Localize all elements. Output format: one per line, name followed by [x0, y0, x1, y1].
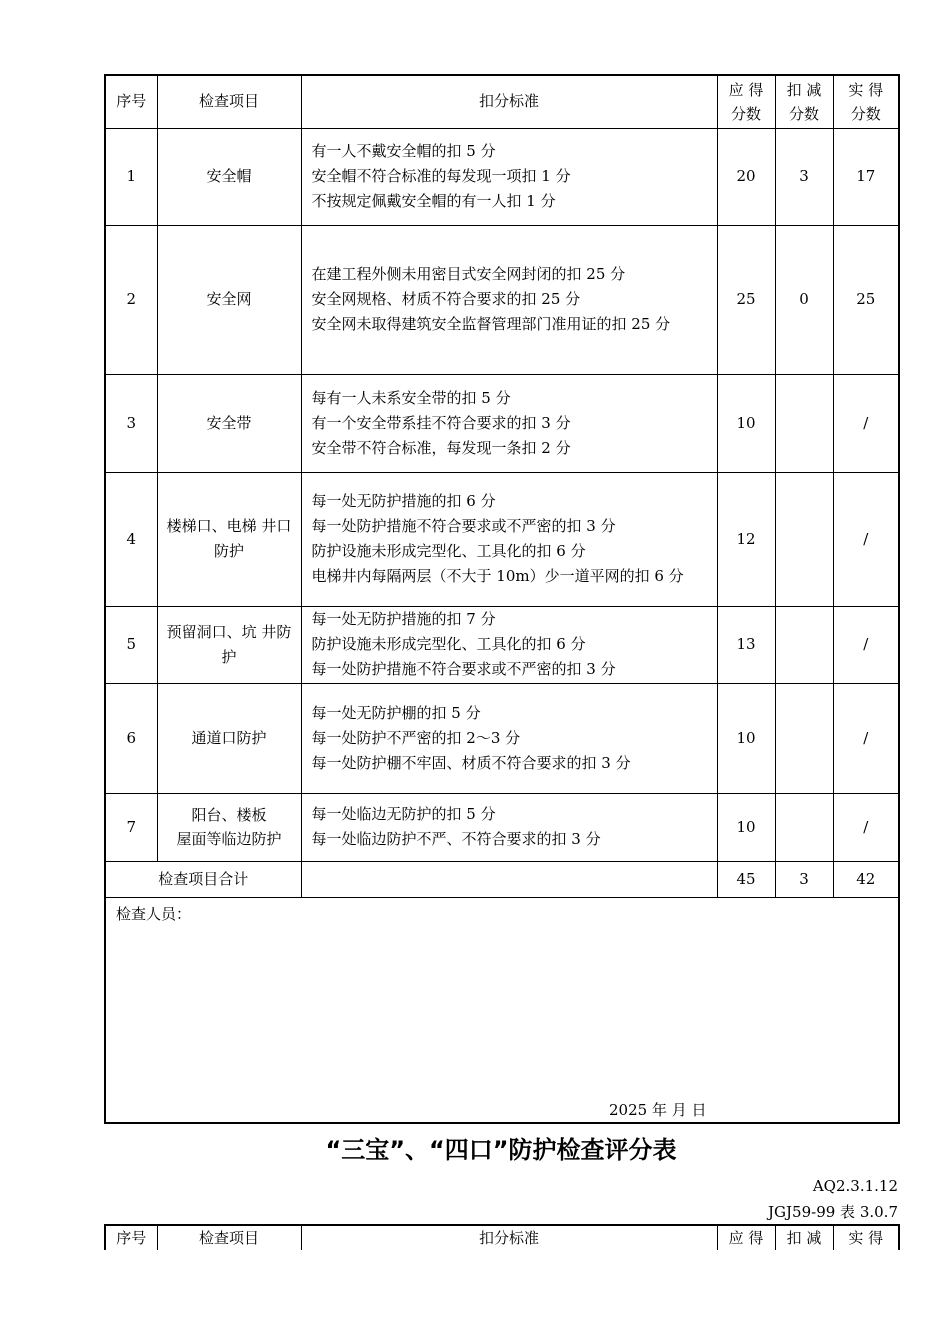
- row-item: [157, 472, 301, 606]
- row-deduct: [775, 793, 833, 861]
- table-row: [105, 606, 899, 683]
- header-due: [717, 75, 775, 128]
- header-criteria: 扣分标准: [301, 1225, 717, 1250]
- criteria-line: 在建工程外侧未用密目式安全网封闭的扣 25 分: [311, 265, 626, 283]
- row-deduct: [775, 472, 833, 606]
- criteria-line: 有一人不戴安全帽的扣 5 分: [311, 142, 496, 160]
- table-row: [105, 683, 899, 793]
- criteria-line: 不按规定佩戴安全帽的有一人扣 1 分: [311, 192, 556, 210]
- row-seq: 1: [105, 128, 157, 225]
- row-item-line1: 阳台、楼板: [191, 806, 267, 824]
- row-criteria: [301, 225, 717, 374]
- row-deduct: [775, 683, 833, 793]
- row-actual: /: [833, 374, 899, 472]
- row-criteria: [301, 472, 717, 606]
- row-seq: 5: [105, 606, 157, 683]
- row-criteria: [301, 683, 717, 793]
- row-item: [157, 606, 301, 683]
- criteria-line: 每一处防护不严密的扣 2～3 分: [311, 728, 521, 747]
- row-due: 10: [717, 793, 775, 861]
- table-row: [105, 793, 899, 861]
- table-row: [105, 374, 899, 472]
- row-deduct: 3: [775, 128, 833, 225]
- page-title: “三宝”、“四口”防护检查评分表: [325, 1136, 677, 1164]
- next-table-header: [104, 1224, 900, 1250]
- total-criteria: [301, 861, 717, 897]
- row-actual: /: [833, 472, 899, 606]
- row-due: 13: [717, 606, 775, 683]
- header-actual: 实 得: [833, 1225, 899, 1250]
- inspector-cell: [105, 897, 899, 1123]
- criteria-line: 安全网规格、材质不符合要求的扣 25 分: [311, 290, 581, 308]
- scoring-table: [104, 74, 900, 1124]
- row-due: 20: [717, 128, 775, 225]
- criteria-line: 每一处无防护措施的扣 6 分: [311, 492, 496, 510]
- total-deduct: 3: [775, 861, 833, 897]
- total-label: 检查项目合计: [105, 861, 301, 897]
- criteria-line: 电梯井内每隔两层（不大于 10m）少一道平网的扣 6 分: [311, 567, 684, 585]
- criteria-line: 安全网未取得建筑安全监督管理部门准用证的扣 25 分: [311, 315, 671, 333]
- row-due: 10: [717, 683, 775, 793]
- criteria-line: 每一处防护棚不牢固、材质不符合要求的扣 3 分: [311, 753, 631, 772]
- header-seq: 序号: [105, 1225, 157, 1250]
- row-actual: 17: [833, 128, 899, 225]
- criteria-line: 每一处防护措施不符合要求或不严密的扣 3 分: [311, 660, 616, 678]
- criteria-line: 防护设施未形成完型化、工具化的扣 6 分: [311, 635, 586, 653]
- row-deduct: 0: [775, 225, 833, 374]
- table-row: [105, 128, 899, 225]
- header-row: [105, 1225, 899, 1250]
- criteria-line: 每一处临边无防护的扣 5 分: [311, 805, 496, 823]
- row-seq: 3: [105, 374, 157, 472]
- row-item: 安全带: [157, 374, 301, 472]
- header-due-line1: 应 得: [728, 80, 764, 99]
- inspector-label: 检查人员：: [116, 904, 192, 923]
- row-item: 安全帽: [157, 128, 301, 225]
- header-deduct: [775, 75, 833, 128]
- row-deduct: [775, 606, 833, 683]
- row-criteria: [301, 793, 717, 861]
- header-row: [105, 75, 899, 128]
- header-deduct: 扣 减: [775, 1225, 833, 1250]
- header-due: 应 得: [717, 1225, 775, 1250]
- header-actual: [833, 75, 899, 128]
- row-deduct: [775, 374, 833, 472]
- header-seq: 序号: [105, 75, 157, 128]
- row-seq: 6: [105, 683, 157, 793]
- standard-code: JGJ59-99 表 3.0.7: [768, 1203, 898, 1221]
- row-due: 12: [717, 472, 775, 606]
- row-actual: /: [833, 793, 899, 861]
- row-seq: 4: [105, 472, 157, 606]
- row-actual: 25: [833, 225, 899, 374]
- row-actual: /: [833, 683, 899, 793]
- row-due: 25: [717, 225, 775, 374]
- inspector-row: [105, 897, 899, 1123]
- row-item-line2: 屋面等临边防护: [176, 830, 282, 848]
- header-deduct-line1: 扣 减: [786, 80, 822, 99]
- doc-code: AQ2.3.1.12: [812, 1177, 898, 1195]
- row-criteria: [301, 128, 717, 225]
- row-due: 10: [717, 374, 775, 472]
- row-item-text: 预留洞口、坑 井防护: [166, 622, 292, 666]
- criteria-line: 每一处无防护棚的扣 5 分: [311, 703, 481, 722]
- criteria-line: 有一个安全带系挂不符合要求的扣 3 分: [311, 413, 571, 432]
- criteria-line: 防护设施未形成完型化、工具化的扣 6 分: [311, 542, 586, 560]
- row-seq: 2: [105, 225, 157, 374]
- criteria-line: 安全帽不符合标准的每发现一项扣 1 分: [311, 167, 571, 185]
- header-actual-line2: 分数: [850, 104, 881, 123]
- table-row: [105, 225, 899, 374]
- table-row: [105, 472, 899, 606]
- header-item: 检查项目: [157, 1225, 301, 1250]
- row-seq: 7: [105, 793, 157, 861]
- header-item: 检查项目: [157, 75, 301, 128]
- row-item: [157, 793, 301, 861]
- row-actual: /: [833, 606, 899, 683]
- total-actual: 42: [833, 861, 899, 897]
- row-item: 安全网: [157, 225, 301, 374]
- criteria-line: 每一处无防护措施的扣 7 分: [311, 610, 496, 628]
- header-deduct-line2: 分数: [788, 104, 819, 123]
- criteria-line: 每有一人未系安全带的扣 5 分: [311, 388, 511, 407]
- row-item: 通道口防护: [157, 683, 301, 793]
- criteria-line: 安全带不符合标准，每发现一条扣 2 分: [311, 438, 571, 457]
- criteria-line: 每一处临边防护不严、不符合要求的扣 3 分: [311, 830, 601, 848]
- header-criteria: 扣分标准: [301, 75, 717, 128]
- row-criteria: [301, 374, 717, 472]
- header-actual-line1: 实 得: [848, 80, 884, 99]
- row-criteria: [301, 606, 717, 683]
- header-due-line2: 分数: [730, 104, 761, 123]
- total-row: [105, 861, 899, 897]
- total-due: 45: [717, 861, 775, 897]
- criteria-line: 每一处防护措施不符合要求或不严密的扣 3 分: [311, 517, 616, 535]
- row-item-text: 楼梯口、电梯 井口防护: [166, 517, 292, 560]
- inspection-date: 2025 年 月 日: [609, 1100, 707, 1119]
